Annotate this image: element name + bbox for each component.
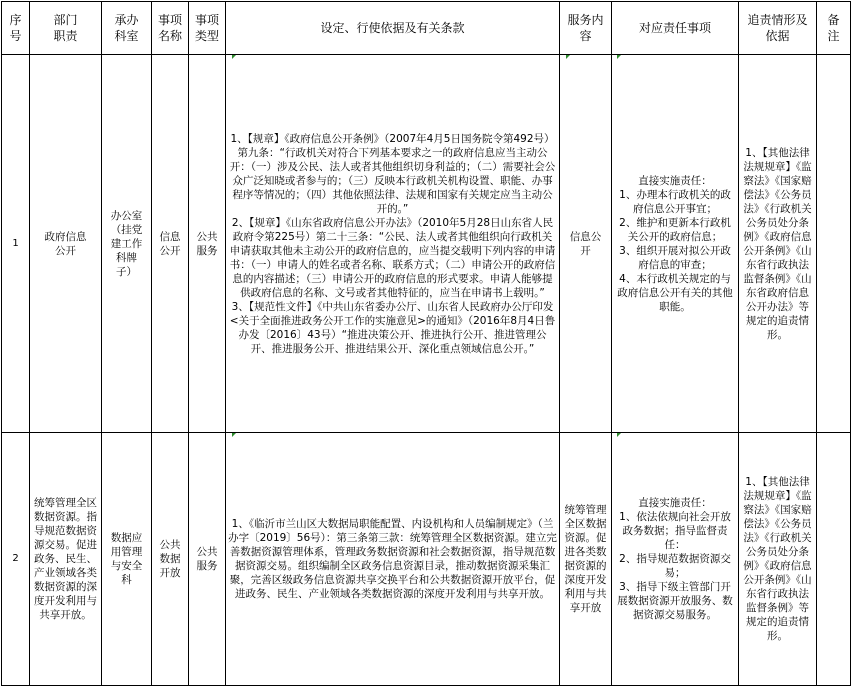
cell-service: 统筹管理全区数据资源。促进各类数据资源的深度开发利用与共享开放 bbox=[560, 433, 612, 686]
cell-basis: 1、《临沂市兰山区大数据局职能配置、内设机构和人员编制规定》（兰办字〔2019〕56号）：第三条第三款：统筹管理全区数据资源。建立完善数据资源管理体系，管理政务数据资源和社会数据资源，指导规范数据资源交易。组织编制全区政务信息资源目录，推动数据资源采集汇聚，完善区级政务信息资源共享交换平台和公共数据资源开放平台，促进政务、民生、产业领域各类数据资源的深度开发利用与共享开放。 bbox=[226, 433, 560, 686]
comment-marker bbox=[617, 55, 621, 59]
cell-responsibility: 直接实施责任： 1、依法依规向社会开放政务数据；指导监督责任： 2、指导规范数据资源交易； 3、指导下级主管部门开展数据资源开放服务、数据资源交易服务。 bbox=[612, 433, 739, 686]
header-responsibility: 对应责任事项 bbox=[612, 2, 739, 55]
cell-seq: 2 bbox=[2, 433, 30, 686]
header-service: 服务内 容 bbox=[560, 2, 612, 55]
header-item-name: 事项 名称 bbox=[152, 2, 189, 55]
header-accountability: 追责情形及 依据 bbox=[739, 2, 817, 55]
cell-item-type: 公共 服务 bbox=[189, 55, 226, 433]
table-row bbox=[2, 55, 851, 433]
cell-service: 信息公 开 bbox=[560, 55, 612, 433]
comment-marker bbox=[232, 433, 236, 437]
cell-accountability: 1、【其他法律法规规章】《监察法》《国家赔偿法》《公务员法》《行政机关公务员处分条例》《政府信息公开条例》《山东省行政执法监督条例》《山东省政府信息公开办法》等规定的追责情形。 bbox=[739, 55, 817, 433]
header-seq: 序号 bbox=[2, 2, 30, 55]
table-row bbox=[2, 433, 851, 686]
header-row bbox=[2, 2, 851, 55]
cell-office: 办公室 （挂党 建工作 科牌 子） bbox=[102, 55, 152, 433]
cell-basis: 1、【规章】《政府信息公开条例》（2007年4月5日国务院令第492号）第九条：“行政机关对符合下列基本要求之一的政府信息应当主动公开：（一）涉及公民、法人或者其他组织切身利益的；（二）需要社会公众广泛知晓或者参与的；（三）反映本行政机关机构设置、职能、办事程序等情况的；（四）其他依照法律、法规和国家有关规定应当主动公开的。” 2、【规章】《山东省政府信息公开办法》（2010年5月28日山东省人民政府令第225号）第二十三条：“公民、法人或者其他组织向行政机关申请获取其他未主动公开的政府信息的，应当提交载明下列内容的申请书：（一）申请人的姓名或者名称、联系方式；（二）申请公开的政府信息的内容描述；（三）申请公开的政府信息的形式要求。申请人能够提供政府信息的名称、文号或者其他特征的，应当在申请书上载明。” 3、【规范性文件】《中共山东省委办公厅、山东省人民政府办公厅印发<关于全面推进政务公开工作的实施意见>的通知》（2016年8月4日鲁办发〔2016〕43号）“推进决策公开、推进执行公开、推进管理公开、推进服务公开、推进结果公开、深化重点领域信息公开。” bbox=[226, 55, 560, 433]
header-item-type: 事项 类型 bbox=[189, 2, 226, 55]
cell-item-name: 公共 数据 开放 bbox=[152, 433, 189, 686]
cell-item-type: 公共 服务 bbox=[189, 433, 226, 686]
cell-dept-duty: 政府信息 公开 bbox=[30, 55, 102, 433]
cell-remark bbox=[817, 55, 851, 433]
cell-remark bbox=[817, 433, 851, 686]
cell-item-name: 信息 公开 bbox=[152, 55, 189, 433]
header-remark: 备 注 bbox=[817, 2, 851, 55]
cell-responsibility: 直接实施责任： 1、办理本行政机关的政府信息公开事宜； 2、维护和更新本行政机关公开的政府信息； 3、组织开展对拟公开政府信息的审查； 4、本行政机关规定的与政府信息公开有关的其他职能。 bbox=[612, 55, 739, 433]
header-dept-duty: 部门 职责 bbox=[30, 2, 102, 55]
header-office: 承办 科室 bbox=[102, 2, 152, 55]
cell-seq: 1 bbox=[2, 55, 30, 433]
comment-marker bbox=[566, 55, 570, 59]
cell-office: 数据应 用管理 与安全 科 bbox=[102, 433, 152, 686]
responsibility-table bbox=[1, 1, 851, 686]
header-basis: 设定、行使依据及有关条款 bbox=[226, 2, 560, 55]
cell-accountability: 1、【其他法律法规规章】《监察法》《国家赔偿法》《公务员法》《行政机关公务员处分条例》《政府信息公开条例》《山东省行政执法监督条例》等规定的追责情形。 bbox=[739, 433, 817, 686]
comment-marker bbox=[617, 433, 621, 437]
comment-marker bbox=[232, 55, 236, 59]
cell-dept-duty: 统筹管理全区数据资源。指导规范数据资源交易。促进政务、民生、产业领域各类数据资源的深度开发利用与共享开放。 bbox=[30, 433, 102, 686]
